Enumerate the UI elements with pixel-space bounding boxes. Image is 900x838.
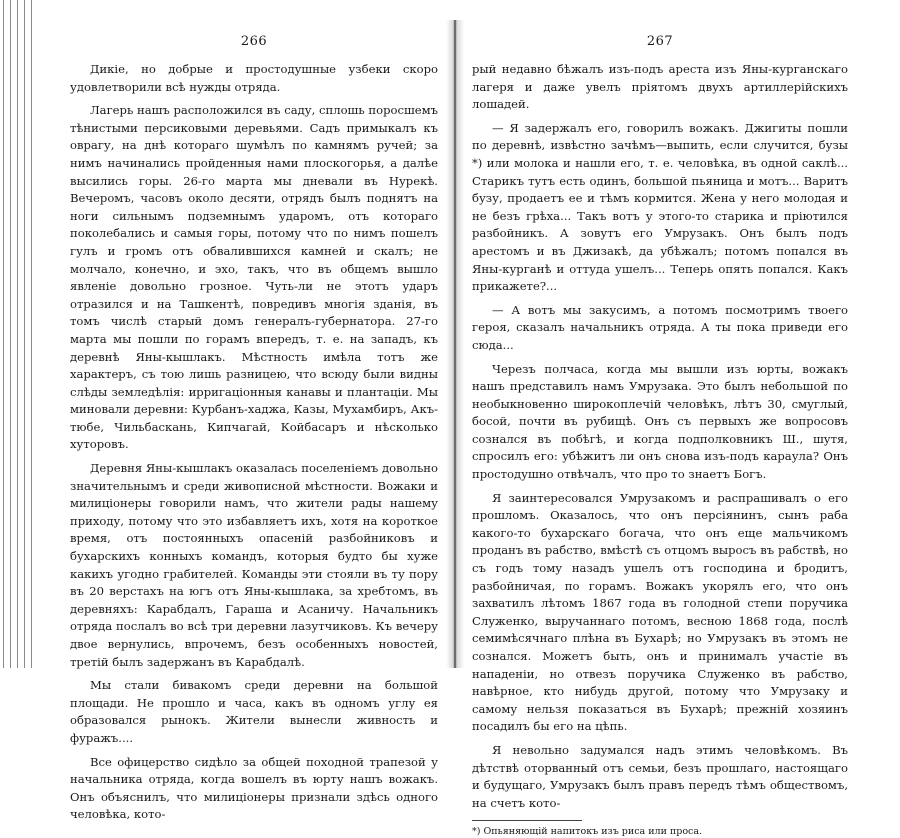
footnote-divider <box>472 820 582 821</box>
paragraph: Я невольно задумался надъ этимъ человѣкомъ. Въ дѣтствѣ оторванный отъ семьи, безъ прошлаго, настоящаго и будущаго, Умрузакъ былъ правъ передъ тѣмъ обществомъ, на счетъ кото- <box>472 742 848 810</box>
page-number-left: 266 <box>240 34 268 49</box>
footnote: *) Опьяняющій напитокъ изъ риса или проса. <box>472 826 703 838</box>
paragraph: Лагерь нашъ расположился въ саду, сплошь поросшемъ тѣнистыми персиковыми деревьями. Садъ примыкалъ къ оврагу, на днѣ котораго шумѣлъ по камнямъ ручей; за нимъ начинались пройденныя нами плоскогорья, а далѣе высились горы. 26-го марта мы дневали въ Нурекѣ. Вечеромъ, часовъ около десяти, отрядъ былъ поднятъ на ноги сильнымъ подземнымъ ударомъ, отъ котораго поколебались и самыя горы, потому что по нимъ пошелъ гулъ и громъ отъ обвалившихся камней и скалъ; не молчало, конечно, и эхо, такъ, что въ общемъ вышло явленіе довольно грозное. Чуть-ли не этотъ ударъ отразился и на Ташкентѣ, повредивъ многія зданія, въ томъ числѣ старый домъ генералъ-губернатора. 27-го марта мы пошли по горамъ впередъ, т. е. на западъ, къ деревнѣ Яны-кышлакъ. Мѣстность имѣла тотъ же характеръ, съ тою лишь разницею, что всюду были видны слѣды земледѣлія: ирригаціонныя канавы и плантаціи. Мы миновали деревни: Курбанъ-хаджа, Казы, Мухамбиръ, Акъ-тюбе, Чильбаскань, Кипчагай, Койбасаръ и нѣсколько хуторовъ. <box>70 103 438 452</box>
book-binding-edge <box>0 0 38 668</box>
paragraph: — А вотъ мы закусимъ, а потомъ посмотримъ твоего героя, сказалъ начальникъ отряда. А ты пока приведи его сюда... <box>472 302 848 352</box>
right-page <box>472 34 848 838</box>
page-number-right: 267 <box>646 34 674 49</box>
left-page <box>70 34 438 830</box>
left-page-text <box>70 61 438 824</box>
paragraph: Я заинтересовался Умрузакомъ и распрашивалъ о его прошломъ. Оказалось, что онъ персіянинъ, сынъ раба какого-то бухарскаго богача, что онъ еще мальчикомъ проданъ въ рабство, вмѣстѣ съ отцомъ выросъ въ рабствѣ, но съ годъ тому назадъ ушелъ отъ господина и бродитъ, разбойничая, по горамъ. Вожакъ укорялъ его, что онъ захватилъ лѣтомъ 1867 года въ голодной степи поручика Служенко, выручаннаго потомъ, весною 1868 года, послѣ семимѣсячнаго плѣна въ Бухарѣ; но Умрузакъ въ этомъ не сознался. Можетъ быть, онъ и принималъ участіе въ нападеніи, но отвезъ поручика Служенко въ рабство, навѣрное, кто нибудь другой, потому что Умрузаку и самому нельзя показаться въ Бухарѣ; прежній хозяинъ посадилъ бы его на цѣпь. <box>472 490 848 734</box>
right-page-text <box>472 61 848 812</box>
paragraph: — Я задержалъ его, говорилъ вожакъ. Джигиты пошли по деревнѣ, извѣстно зачѣмъ—выпить, если случится, бузы *) или молока и нашли его, т. е. человѣка, въ одной саклѣ... Старикъ тутъ есть одинъ, большой пьяница и мотъ... Варитъ бузу, продаетъ ее и тѣмъ кормится. Жена у него молодая и не безъ грѣха... Такъ вотъ у этого-то старика и пріютился разбойникъ. А зовутъ его Умрузакъ. Онъ былъ подъ арестомъ и въ Джизакѣ, да убѣжалъ; потомъ попался въ Яны-курганѣ и оттуда ушелъ... Теперь опять попался. Какъ прикажете?... <box>472 120 848 294</box>
paragraph: Черезъ полчаса, когда мы вышли изъ юрты, вожакъ нашъ представилъ намъ Умрузака. Это былъ небольшой по необыкновенно широкоплечій человѣкъ, лѣтъ 30, смуглый, босой, почти въ рубищѣ. Онъ съ первыхъ же вопросовъ сознался въ побѣгѣ, и когда подполковникъ Ш., шутя, спросилъ его: убѣжитъ ли онъ снова изъ-подъ караула? Онъ простодушно отвѣчалъ, что про то знаетъ Богъ. <box>472 361 848 482</box>
paragraph: Все офицерство сидѣло за общей походной трапезой у начальника отряда, когда вошелъ въ юрту нашъ вожакъ. Онъ объяснилъ, что милиціонеры признали здѣсь одного человѣка, кото- <box>70 754 438 822</box>
paragraph: Мы стали бивакомъ среди деревни на большой площади. Не прошло и часа, какъ въ одномъ углу ея образовался рынокъ. Жители вынесли живность и фуражъ.... <box>70 678 438 745</box>
paragraph: Деревня Яны-кышлакъ оказалась поселеніемъ довольно значительнымъ и среди живописной мѣстности. Вожаки и милиціонеры говорили намъ, что жители рады нашему приходу, потому что это избавляетъ ихъ, хотя на короткое время, отъ постоянныхъ опасеній разбойниковъ и бухарскихъ конныхъ командъ, которыя будто бы хуже какихъ угодно грабителей. Команды эти стояли въ ту пору въ 20 верстахъ на югъ отъ Яны-кышлака, за хребтомъ, въ деревняхъ: Карабдалъ, Гараша и Асаничу. Начальникъ отряда послалъ во всѣ три деревни лазутчиковъ. Къ вечеру двое вернулись, впрочемъ, безъ особенныхъ новостей, третій былъ задержанъ въ Карабдалѣ. <box>70 461 438 669</box>
paragraph: рый недавно бѣжалъ изъ-подъ ареста изъ Яны-курганскаго лагеря и даже увелъ пріятомъ двухъ артиллерійскихъ лошадей. <box>472 62 848 112</box>
paragraph: Дикіе, но добрые и простодушные узбеки скоро удовлетворили всѣ нужды отряда. <box>70 62 438 94</box>
page-gutter <box>446 20 464 668</box>
